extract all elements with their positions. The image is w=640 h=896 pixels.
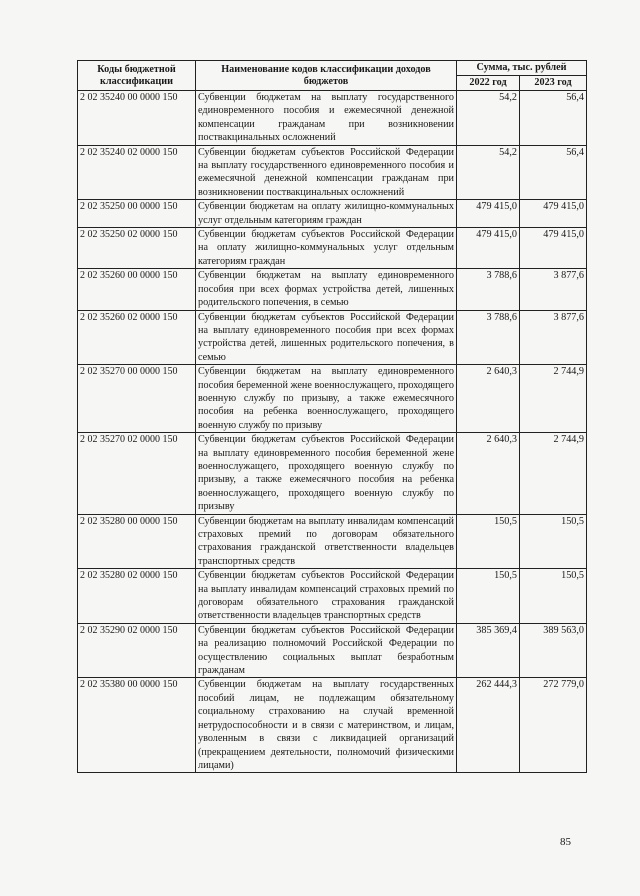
row-name-cell: Субвенции бюджетам на выплату государственного единовременного пособия и ежемесячной денежной компенсации гражданам при возникновении поствакцинальных осложнений — [196, 91, 457, 146]
table-row — [78, 310, 587, 365]
table-row — [78, 514, 587, 569]
row-name-cell: Субвенции бюджетам субъектов Российской Федерации на оплату жилищно-коммунальных услуг отдельным категориям граждан — [196, 228, 457, 269]
table-row — [78, 228, 587, 269]
row-value-2023-cell: 3 877,6 — [520, 310, 587, 365]
row-code-cell: 2 02 35270 00 0000 150 — [78, 365, 196, 433]
row-value-2023-cell: 150,5 — [520, 514, 587, 569]
row-value-2023-cell: 150,5 — [520, 569, 587, 624]
page-number: 85 — [560, 836, 571, 848]
header-name: Наименование кодов классификации доходов бюджетов — [196, 61, 457, 91]
row-name-cell: Субвенции бюджетам на выплату инвалидам компенсаций страховых премий по договорам обязательного страхования гражданской ответственности владельцев транспортных средств — [196, 514, 457, 569]
table-row — [78, 200, 587, 228]
row-value-2022-cell: 385 369,4 — [457, 623, 520, 678]
row-value-2023-cell: 479 415,0 — [520, 200, 587, 228]
row-code-cell: 2 02 35280 00 0000 150 — [78, 514, 196, 569]
row-code-cell: 2 02 35260 02 0000 150 — [78, 310, 196, 365]
row-name-cell: Субвенции бюджетам на выплату государственных пособий лицам, не подлежащим обязательному социальному страхованию на случай временной нетрудоспособности и в связи с материнством, и лицам, уволенным в связи с ликвидацией организаций (прекращением деятельности, полномочий физическими лицами) — [196, 678, 457, 773]
row-value-2022-cell: 2 640,3 — [457, 365, 520, 433]
row-code-cell: 2 02 35260 00 0000 150 — [78, 269, 196, 310]
row-code-cell: 2 02 35240 02 0000 150 — [78, 145, 196, 200]
row-code-cell: 2 02 35250 02 0000 150 — [78, 228, 196, 269]
table-row — [78, 365, 587, 433]
row-code-cell: 2 02 35240 00 0000 150 — [78, 91, 196, 146]
row-name-cell: Субвенции бюджетам субъектов Российской Федерации на выплату единовременного пособия при всех формах устройства детей, лишенных родительского попечения, в семью — [196, 310, 457, 365]
row-value-2023-cell: 389 563,0 — [520, 623, 587, 678]
table-row — [78, 678, 587, 773]
header-sum: Сумма, тыс. рублей — [457, 61, 587, 76]
row-name-cell: Субвенции бюджетам субъектов Российской Федерации на выплату государственного единовременного пособия и ежемесячной денежной компенсации гражданам при возникновении поствакцинальных осложнений — [196, 145, 457, 200]
row-code-cell: 2 02 35380 00 0000 150 — [78, 678, 196, 773]
row-value-2023-cell: 56,4 — [520, 145, 587, 200]
table-header — [78, 61, 587, 91]
row-value-2023-cell: 272 779,0 — [520, 678, 587, 773]
row-value-2022-cell: 3 788,6 — [457, 310, 520, 365]
budget-revenue-table — [77, 60, 587, 773]
table-body — [78, 91, 587, 773]
row-name-cell: Субвенции бюджетам субъектов Российской Федерации на реализацию полномочий Российской Федерации по осуществлению социальных выплат безработным гражданам — [196, 623, 457, 678]
row-value-2022-cell: 3 788,6 — [457, 269, 520, 310]
header-year-2023: 2023 год — [520, 76, 587, 91]
table-row — [78, 91, 587, 146]
row-value-2022-cell: 262 444,3 — [457, 678, 520, 773]
header-year-2022: 2022 год — [457, 76, 520, 91]
row-value-2022-cell: 2 640,3 — [457, 433, 520, 514]
row-value-2023-cell: 2 744,9 — [520, 433, 587, 514]
row-value-2022-cell: 150,5 — [457, 514, 520, 569]
row-value-2022-cell: 54,2 — [457, 91, 520, 146]
table-row — [78, 145, 587, 200]
row-code-cell: 2 02 35290 02 0000 150 — [78, 623, 196, 678]
row-code-cell: 2 02 35270 02 0000 150 — [78, 433, 196, 514]
row-value-2023-cell: 2 744,9 — [520, 365, 587, 433]
table-row — [78, 569, 587, 624]
row-name-cell: Субвенции бюджетам субъектов Российской Федерации на выплату инвалидам компенсаций страховых премий по договорам обязательного страхования гражданской ответственности владельцев транспортных средств — [196, 569, 457, 624]
header-code: Коды бюджетной классификации — [78, 61, 196, 91]
row-name-cell: Субвенции бюджетам на выплату единовременного пособия при всех формах устройства детей, лишенных родительского попечения, в семью — [196, 269, 457, 310]
table-row — [78, 623, 587, 678]
row-value-2022-cell: 479 415,0 — [457, 200, 520, 228]
row-name-cell: Субвенции бюджетам субъектов Российской Федерации на выплату единовременного пособия беременной жене военнослужащего, проходящего военную службу по призыву, а также ежемесячного пособия на ребенка военнослужащего, проходящего военную службу по призыву — [196, 433, 457, 514]
row-value-2023-cell: 56,4 — [520, 91, 587, 146]
table-row — [78, 269, 587, 310]
row-value-2023-cell: 3 877,6 — [520, 269, 587, 310]
row-name-cell: Субвенции бюджетам на оплату жилищно-коммунальных услуг отдельным категориям граждан — [196, 200, 457, 228]
row-code-cell: 2 02 35280 02 0000 150 — [78, 569, 196, 624]
row-code-cell: 2 02 35250 00 0000 150 — [78, 200, 196, 228]
row-name-cell: Субвенции бюджетам на выплату единовременного пособия беременной жене военнослужащего, проходящего военную службу по призыву, а также ежемесячного пособия на ребенка военнослужащего, проходящего военную службу по призыву — [196, 365, 457, 433]
table-row — [78, 433, 587, 514]
row-value-2022-cell: 54,2 — [457, 145, 520, 200]
row-value-2022-cell: 150,5 — [457, 569, 520, 624]
row-value-2023-cell: 479 415,0 — [520, 228, 587, 269]
row-value-2022-cell: 479 415,0 — [457, 228, 520, 269]
